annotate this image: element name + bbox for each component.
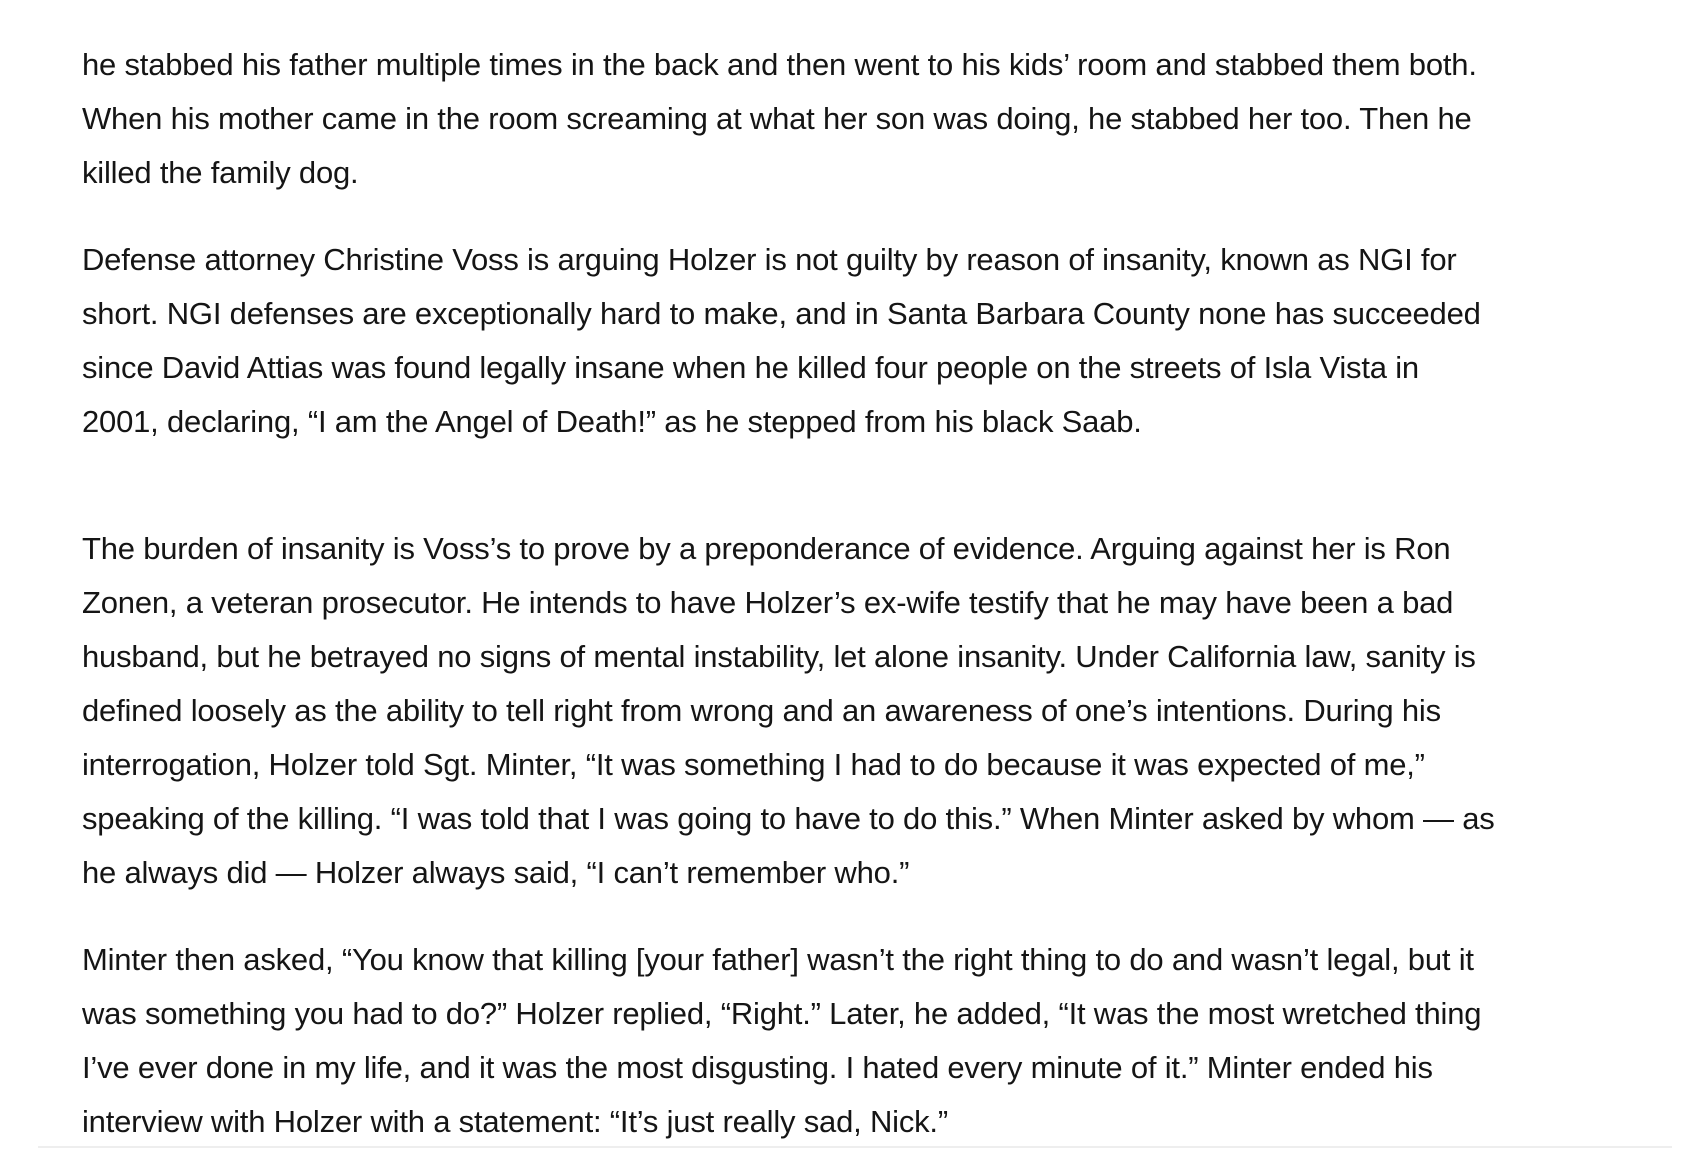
article-paragraph-2: Defense attorney Christine Voss is arguing Holzer is not guilty by reason of insanity, known as NGI for short. NGI defenses are exceptionally hard to make, and in Santa Barbara County none has succeeded since David Attias was found legally insane when he killed four people on the streets of Isla Vista in 2001, declaring, “I am the Angel of Death!” as he stepped from his black Saab. xyxy=(82,242,1481,439)
bottom-divider xyxy=(38,1146,1672,1148)
article-paragraph-1: he stabbed his father multiple times in the back and then went to his kids’ room and stabbed them both. When his mother came in the room screaming at what her son was doing, he stabbed her too. Then he killed the family dog. xyxy=(82,47,1477,190)
article-body xyxy=(82,38,1642,1149)
article-paragraph-4: Minter then asked, “You know that killing [your father] wasn’t the right thing to do and wasn’t legal, but it was something you had to do?” Holzer replied, “Right.” Later, he added, “It was the most wretched thing I’ve ever done in my life, and it was the most disgusting. I hated every minute of it.” Minter ended his interview with Holzer with a statement: “It’s just really sad, Nick.” xyxy=(82,942,1482,1139)
article-paragraph-3: The burden of insanity is Voss’s to prove by a preponderance of evidence. Arguing against her is Ron Zonen, a veteran prosecutor. He intends to have Holzer’s ex-wife testify that he may have been a bad husband, but he betrayed no signs of mental instability, let alone insanity. Under California law, sanity is defined loosely as the ability to tell right from wrong and an awareness of one’s intentions. During his interrogation, Holzer told Sgt. Minter, “It was something I had to do because it was expected of me,” speaking of the killing. “I was told that I was going to have to do this.” When Minter asked by whom — as he always did — Holzer always said, “I can’t remember who.” xyxy=(82,531,1495,890)
